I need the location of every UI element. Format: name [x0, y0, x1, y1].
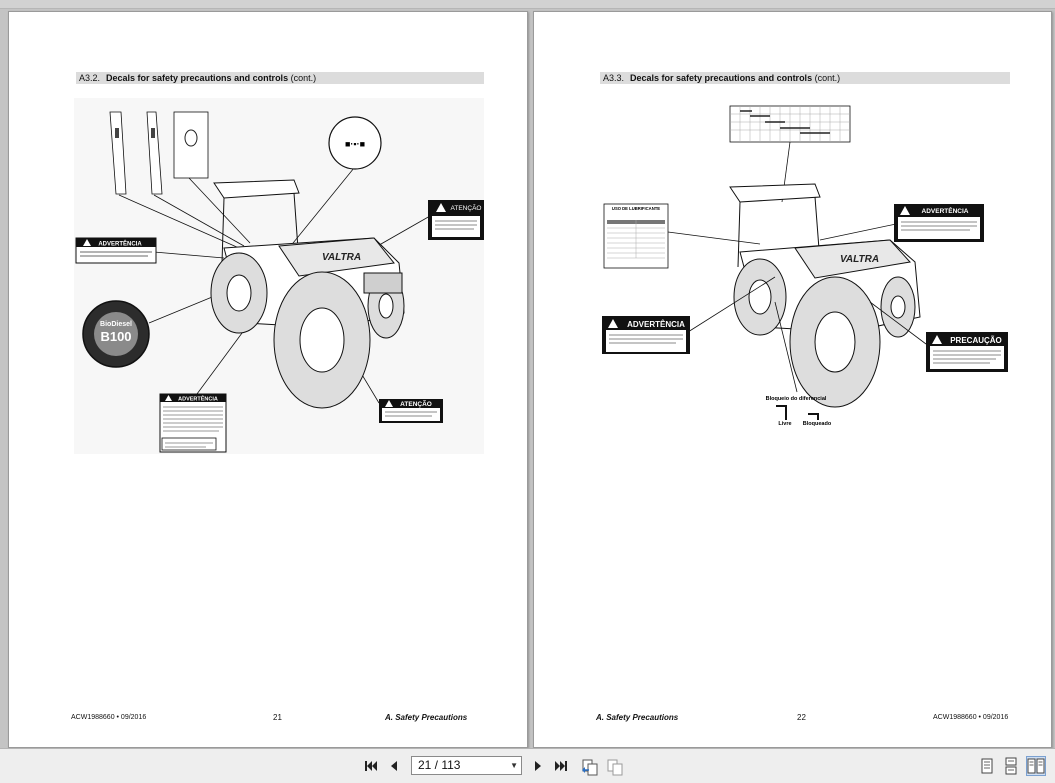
- decal-advertencia-bottom: [160, 394, 226, 452]
- next-view-button[interactable]: [606, 758, 622, 774]
- svg-text:ADVERTÊNCIA: ADVERTÊNCIA: [98, 241, 142, 248]
- svg-text:PRECAUÇÃO: PRECAUÇÃO: [950, 336, 1002, 345]
- section-header-a32: [76, 72, 484, 84]
- svg-text:B100: B100: [100, 329, 132, 344]
- section-header-a33: [600, 72, 1010, 84]
- two-page-view-button[interactable]: [1026, 756, 1046, 776]
- svg-text:■·▪·■: ■·▪·■: [344, 139, 366, 149]
- page-navigation-toolbar: [0, 748, 1055, 783]
- svg-text:Bloqueado: Bloqueado: [802, 421, 832, 427]
- svg-text:ATENÇÃO: ATENÇÃO: [400, 401, 432, 408]
- first-page-icon: [363, 758, 379, 774]
- section-suffix: (cont.): [814, 73, 841, 83]
- section-number: A3.2.: [79, 73, 101, 83]
- footer-chapter-title: A. Safety Precautions: [596, 713, 679, 722]
- previous-page-icon: [386, 758, 402, 774]
- single-page-icon: [979, 758, 995, 774]
- section-number: A3.3.: [603, 73, 625, 83]
- continuous-page-icon: [1003, 758, 1019, 774]
- last-page-icon: [553, 758, 569, 774]
- decal-advertencia-top: [76, 238, 156, 263]
- next-page-icon: [530, 758, 546, 774]
- section-title: Decals for safety precautions and controls: [630, 73, 813, 83]
- tractor-decal-figure-left: [74, 98, 484, 454]
- svg-text:Bloqueio do diferencial: Bloqueio do diferencial: [765, 396, 827, 402]
- next-page-button[interactable]: [530, 758, 546, 774]
- svg-text:ADVERTÊNCIA: ADVERTÊNCIA: [178, 396, 218, 403]
- footer-chapter-title: A. Safety Precautions: [385, 713, 468, 722]
- decal-atencao-top: [428, 200, 484, 240]
- next-view-icon: [606, 758, 624, 776]
- valtra-brand: VALTRA: [322, 252, 362, 263]
- first-page-button[interactable]: [363, 758, 379, 774]
- decal-atencao-bottom: [379, 399, 443, 423]
- maintenance-chart-decal: [730, 106, 850, 142]
- tractor-decal-figure-right: [600, 102, 1010, 427]
- biodiesel-b100-decal: [83, 301, 149, 367]
- two-page-icon: [1027, 757, 1045, 775]
- decal-precaucao: [926, 332, 1008, 372]
- chevron-down-icon: ▼: [510, 761, 518, 770]
- previous-view-button[interactable]: [581, 758, 597, 774]
- previous-page-button[interactable]: [386, 758, 402, 774]
- decal-differential-lock: [766, 396, 832, 427]
- footer-page-number: 22: [797, 713, 806, 722]
- svg-text:Livre: Livre: [778, 421, 792, 427]
- previous-view-icon: [581, 758, 599, 776]
- page-number-select[interactable]: [411, 756, 522, 775]
- pdf-page-right: [533, 11, 1052, 748]
- decal-advertencia-right: [894, 204, 984, 242]
- footer-page-number: 21: [273, 713, 282, 722]
- footer-doc-code: ACW1988660 • 09/2016: [71, 714, 147, 721]
- pdf-page-left: [8, 11, 528, 748]
- section-suffix: (cont.): [290, 73, 317, 83]
- svg-text:ADVERTÊNCIA: ADVERTÊNCIA: [627, 320, 685, 329]
- valtra-brand: VALTRA: [840, 254, 880, 265]
- lubricant-table-decal: [604, 204, 668, 268]
- continuous-view-button[interactable]: [1003, 758, 1019, 774]
- single-page-view-button[interactable]: [979, 758, 995, 774]
- last-page-button[interactable]: [553, 758, 569, 774]
- svg-text:BioDiesel: BioDiesel: [100, 321, 132, 328]
- decal-advertencia-left: [602, 316, 690, 354]
- svg-text:ADVERTÊNCIA: ADVERTÊNCIA: [921, 208, 969, 215]
- section-title: Decals for safety precautions and controls: [106, 73, 289, 83]
- top-scroll-strip: [0, 0, 1055, 9]
- svg-text:USO DE LUBRIFICANTE: USO DE LUBRIFICANTE: [611, 206, 661, 211]
- footer-doc-code: ACW1988660 • 09/2016: [933, 714, 1009, 721]
- svg-text:ATENÇÃO: ATENÇÃO: [450, 205, 482, 212]
- page-indicator: 21 / 113: [418, 758, 461, 772]
